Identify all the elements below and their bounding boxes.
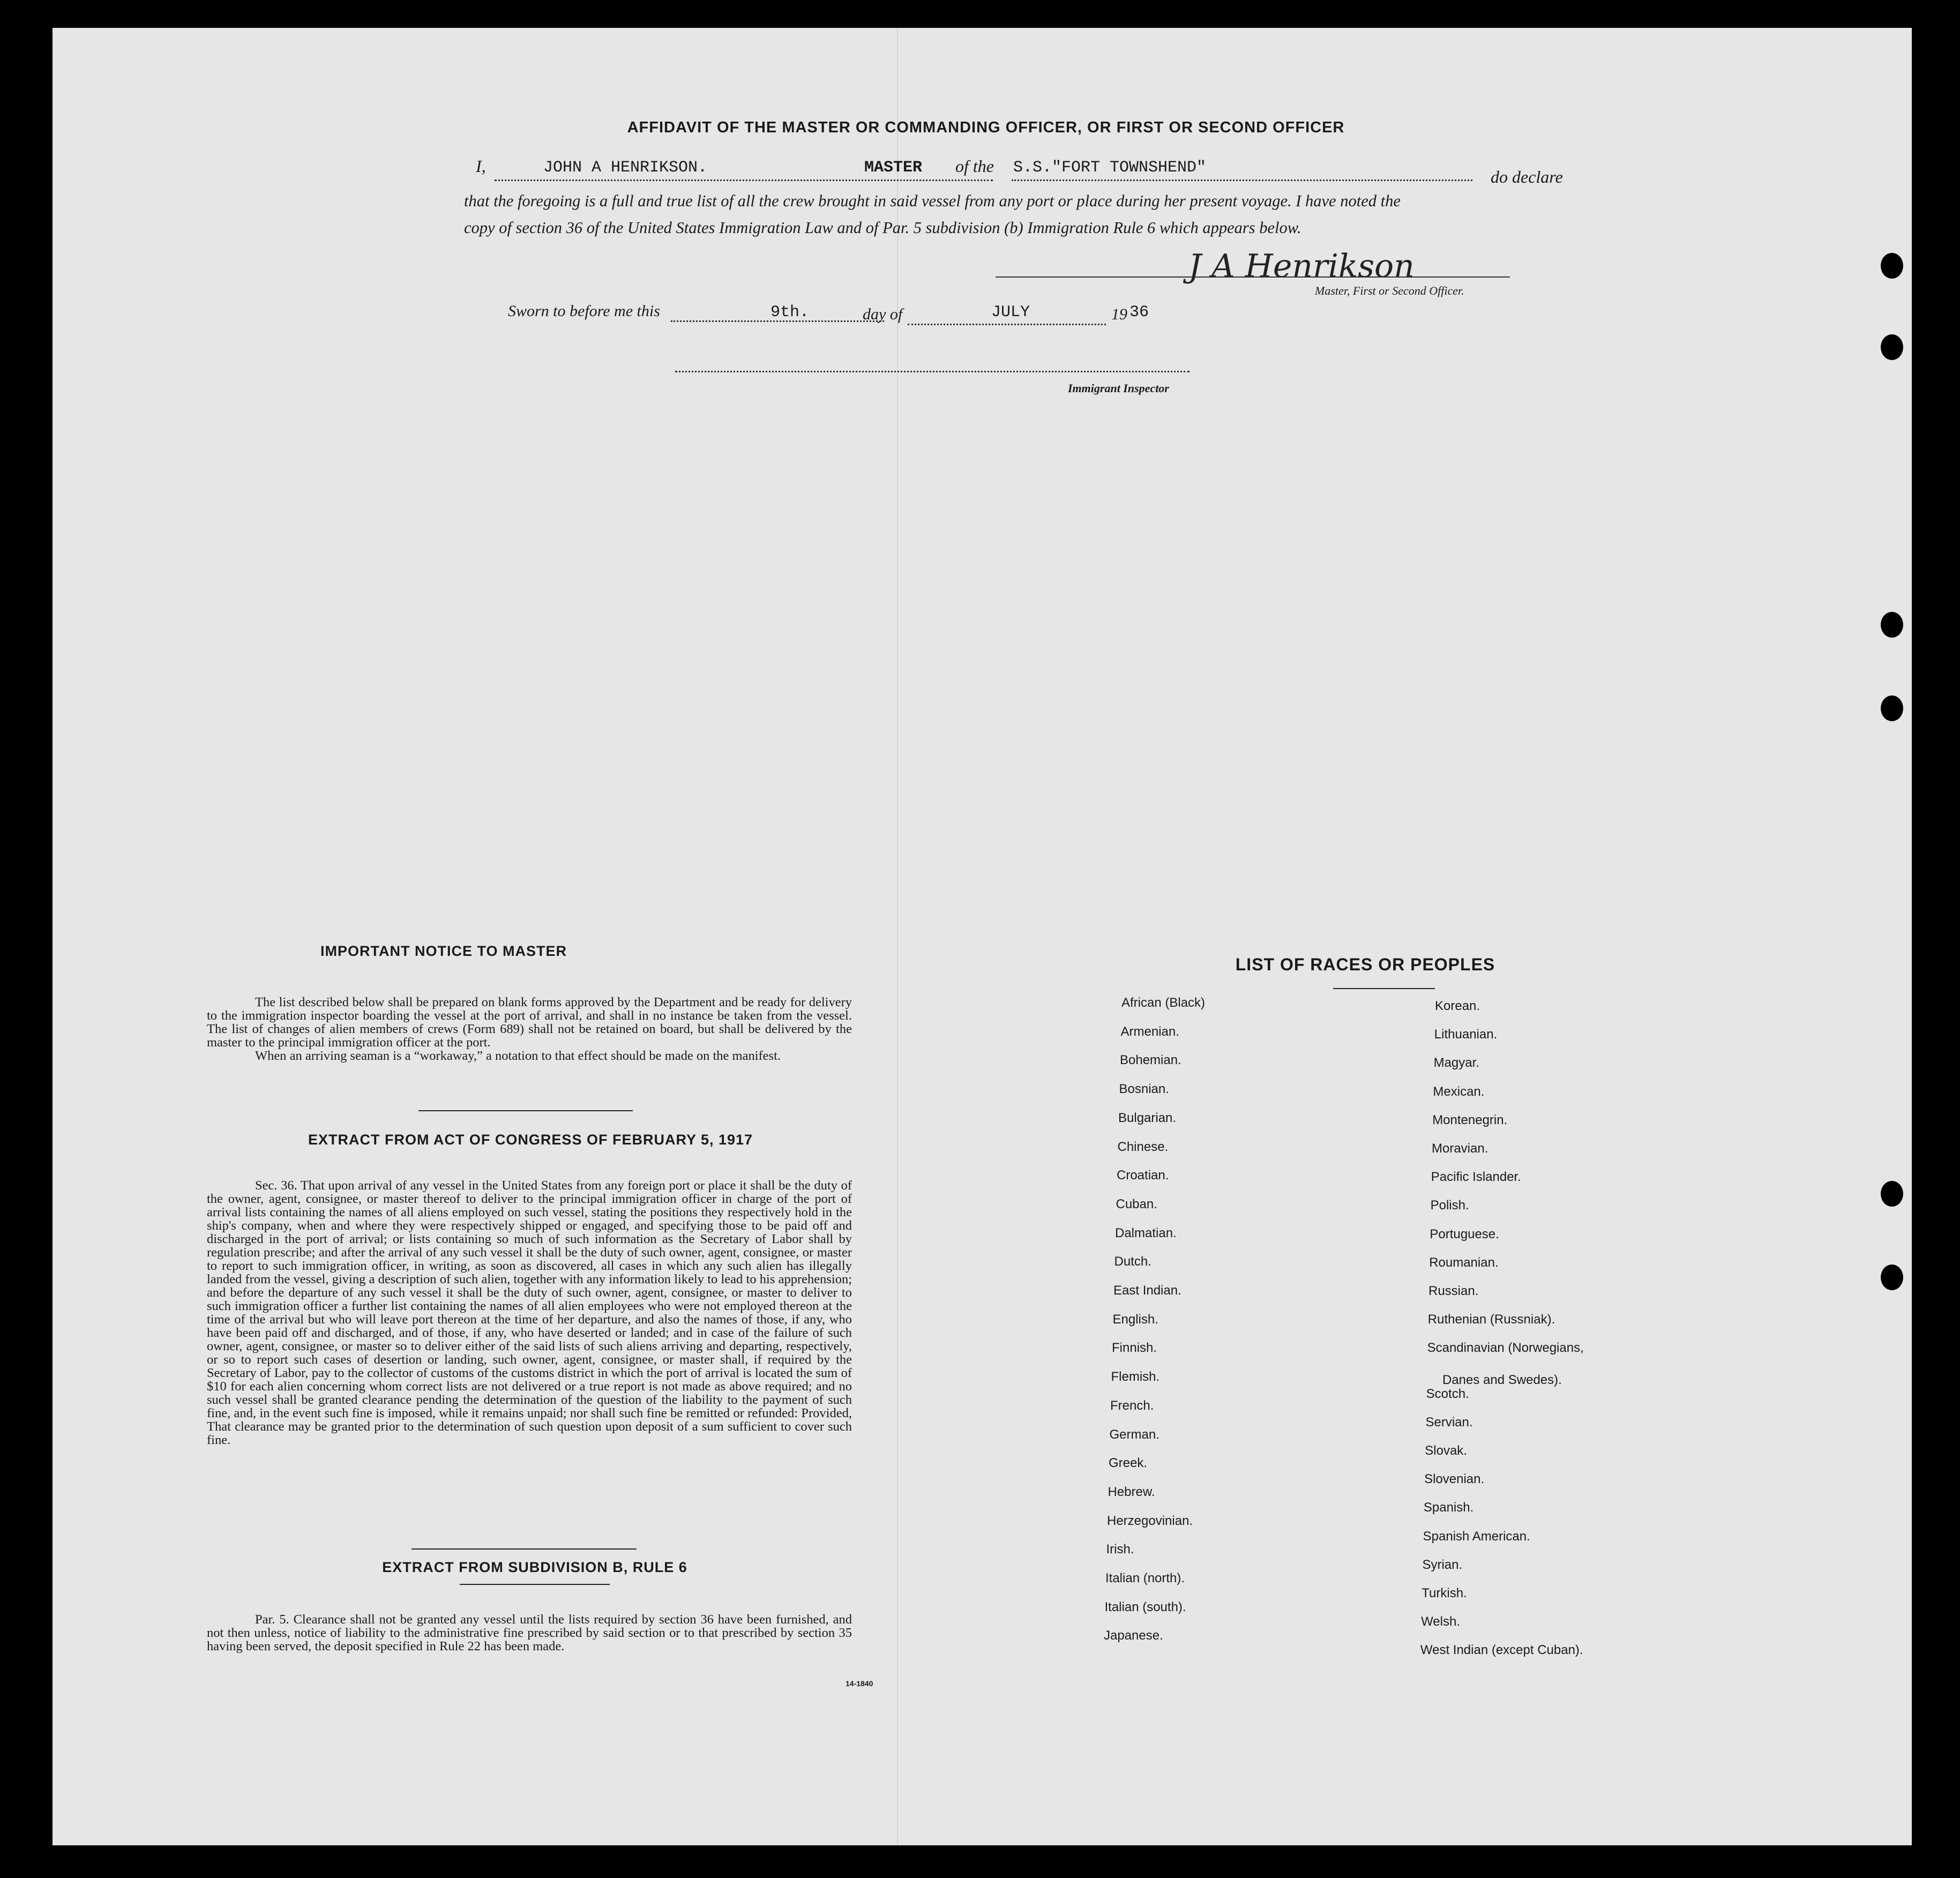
race-item: Slovak.: [1425, 1443, 1467, 1458]
signature-line: [996, 276, 1510, 278]
ship-name: S.S."FORT TOWNSHEND": [1013, 159, 1207, 177]
affidavit-line-3: copy of section 36 of the United States Immigration Law and of Par. 5 subdivision (b) Immigration Rule 6 which appears below.: [464, 219, 1301, 237]
race-item: Slovenian.: [1424, 1472, 1485, 1487]
notice-heading: IMPORTANT NOTICE TO MASTER: [320, 943, 567, 959]
race-item: Flemish.: [1111, 1370, 1160, 1385]
signature-caption: Master, First or Second Officer.: [1315, 284, 1464, 297]
race-item: Polish.: [1430, 1198, 1469, 1213]
race-item: Spanish American.: [1423, 1529, 1530, 1544]
race-item: Lithuanian.: [1434, 1027, 1498, 1042]
extract-act-heading: EXTRACT FROM ACT OF CONGRESS OF FEBRUARY 5, 1917: [308, 1132, 753, 1148]
notice-text: [207, 996, 852, 1063]
race-item: German.: [1109, 1427, 1159, 1442]
race-item: Scotch.: [1426, 1386, 1469, 1401]
races-heading-rule: [1333, 988, 1435, 989]
year-value: 36: [1129, 303, 1149, 321]
race-item: Montenegrin.: [1432, 1112, 1508, 1127]
of-the-label: of the: [955, 156, 994, 176]
race-item: Bohemian.: [1120, 1053, 1181, 1068]
race-item: Pacific Islander.: [1431, 1170, 1521, 1185]
race-item: Armenian.: [1120, 1024, 1179, 1039]
year-prefix: 19: [1111, 305, 1127, 323]
race-item: Japanese.: [1104, 1628, 1163, 1643]
extract-rule-text: [207, 1613, 852, 1653]
races-heading: LIST OF RACES OR PEOPLES: [1235, 955, 1495, 974]
form-number: 14-1840: [846, 1679, 873, 1688]
race-item: English.: [1112, 1312, 1158, 1327]
extract-act-text: [207, 1179, 852, 1447]
binder-hole: [1881, 1265, 1903, 1290]
section-divider: [460, 1584, 610, 1585]
binder-hole: [1881, 612, 1903, 638]
race-item: Welsh.: [1421, 1614, 1460, 1629]
binder-hole: [1881, 695, 1903, 721]
month-line: [908, 324, 1106, 325]
do-declare-label: do declare: [1491, 167, 1563, 186]
race-item: Croatian.: [1117, 1168, 1169, 1183]
race-item: Moravian.: [1432, 1141, 1488, 1156]
race-item: Russian.: [1428, 1284, 1479, 1298]
race-item: Roumanian.: [1429, 1255, 1499, 1270]
race-item: Spanish.: [1423, 1500, 1474, 1515]
section-divider: [418, 1110, 633, 1111]
race-item: Herzegovinian.: [1107, 1513, 1193, 1528]
race-item: Finnish.: [1112, 1341, 1157, 1356]
binder-hole: [1881, 253, 1903, 279]
race-item: Servian.: [1425, 1415, 1473, 1430]
race-item: Chinese.: [1117, 1139, 1169, 1154]
race-item: Ruthenian (Russniak).: [1427, 1312, 1555, 1327]
race-item: Italian (south).: [1104, 1599, 1186, 1614]
affidavit-title: AFFIDAVIT OF THE MASTER OR COMMANDING OFFICER, OR FIRST OR SECOND OFFICER: [627, 119, 1345, 136]
extract-rule-heading: EXTRACT FROM SUBDIVISION B, RULE 6: [382, 1559, 687, 1575]
race-item: Korean.: [1435, 999, 1480, 1013]
affidavit-line-2: that the foregoing is a full and true list of all the crew brought in said vessel from any port or place during her present voyage. I have noted the: [464, 192, 1401, 210]
race-item: Mexican.: [1433, 1084, 1485, 1099]
race-item: Turkish.: [1422, 1585, 1467, 1600]
section-divider: [412, 1548, 637, 1550]
day-of-label: day of: [863, 305, 903, 323]
notice-paragraph-2: When an arriving seaman is a “workaway,” a notation to that effect should be made on the manifest.: [255, 1049, 781, 1063]
affidavit-prefix: I,: [476, 156, 486, 176]
rank-value: MASTER: [864, 159, 923, 177]
month-value: JULY: [991, 303, 1030, 321]
race-item: Magyar.: [1433, 1056, 1479, 1071]
binder-hole: [1881, 1181, 1903, 1207]
race-item: Bosnian.: [1119, 1082, 1169, 1097]
race-item: Irish.: [1106, 1542, 1134, 1557]
race-item: French.: [1110, 1398, 1154, 1413]
race-item: Italian (north).: [1105, 1571, 1185, 1585]
race-item: African (Black): [1121, 996, 1206, 1010]
sworn-prefix: Sworn to before me this: [508, 302, 660, 320]
master-signature: J A Henrikson: [1188, 248, 1415, 285]
race-item: Syrian.: [1422, 1557, 1463, 1572]
race-item: West Indian (except Cuban).: [1420, 1643, 1583, 1658]
inspector-label: Immigrant Inspector: [1068, 381, 1169, 395]
extract-rule-paragraph: Par. 5. Clearance shall not be granted any vessel until the lists required by section 36 have been furnished, and not then unless, notice of liability to the administrative fine prescribed by said section or to that prescribed by section 35 having been served, the deposit specified in Rule 22 has been made.: [207, 1612, 852, 1653]
binder-hole: [1881, 334, 1903, 360]
race-item: Dalmatian.: [1115, 1225, 1177, 1240]
race-item: Dutch.: [1114, 1254, 1151, 1269]
ship-line: [1012, 179, 1472, 181]
race-item: Cuban.: [1116, 1196, 1157, 1211]
name-line: [495, 179, 993, 181]
notice-paragraph-1: The list described below shall be prepared on blank forms approved by the Department and be ready for delivery to the immigration inspector boarding the vessel at the port of arrival, and shall in no instance be taken from the vessel. The list of changes of alien members of crews (Form 689) shall not be retained on board, but shall be delivered by the master to the principal immigration officer at the port.: [207, 995, 852, 1050]
document-sheet: [53, 28, 1912, 1845]
page-fold: [897, 28, 898, 1845]
race-item: East Indian.: [1113, 1283, 1181, 1298]
inspector-line: [675, 371, 1190, 372]
race-item: Hebrew.: [1108, 1484, 1155, 1499]
race-item: Danes and Swedes).: [1442, 1373, 1562, 1388]
master-name: JOHN A HENRIKSON.: [543, 159, 708, 177]
day-value: 9th.: [770, 303, 810, 321]
race-item: Scandinavian (Norwegians,: [1427, 1341, 1584, 1356]
race-item: Bulgarian.: [1118, 1110, 1177, 1125]
race-item: Greek.: [1109, 1456, 1148, 1471]
race-item: Portuguese.: [1430, 1226, 1499, 1241]
extract-act-paragraph: Sec. 36. That upon arrival of any vessel in the United States from any foreign port or place it shall be the duty of the owner, agent, consignee, or master thereof to deliver to the principal immigration officer in charge of the port of arrival lists containing the names of all aliens employed on such vessel, stating the positions they respectively hold in the ship's company, when and where they were respectively shipped or engaged, and specifying those to be paid off and discharged in the port of arrival; or lists containing so much of such information as the Secretary of Labor shall by regulation prescribe; and after the arrival of any such vessel it shall be the duty of such owner, agent, consignee, or master to report to such immigration officer, in writing, as soon as discovered, all cases in which any such alien has illegally landed from the vessel, giving a description of such alien, together with any information likely to lead to his apprehension; and before the departure of any such vessel it shall be the duty of such owner, agent, consignee, or master to deliver to such immigration officer a further list containing the names of all alien employees who were not employed thereon at the time of the arrival but who will leave port thereon at the time of her departure, and also the names of those, if any, who have been paid off and discharged, and of those, if any, who have deserted or landed; and in case of the failure of such owner, agent, consignee, or master so to deliver either of the said lists of such aliens arriving and departing, respectively, or so to report such cases of desertion or landing, such owner, agent, consignee, or master shall, if required by the Secretary of Labor, pay to the collector of customs of the customs district in which the port of arrival is located the sum of $10 for each alien concerning whom correct lists are not delivered or a true report is not made as above required; and no such vessel shall be granted clearance pending the determination of the question of the liability to the payment of such fine, and, in the event such fine is imposed, while it remains unpaid; nor shall such fine be remitted or refunded: Provided, That clearance may be granted prior to the determination of such question upon deposit of a sum sufficient to cover such fine.: [207, 1178, 852, 1447]
